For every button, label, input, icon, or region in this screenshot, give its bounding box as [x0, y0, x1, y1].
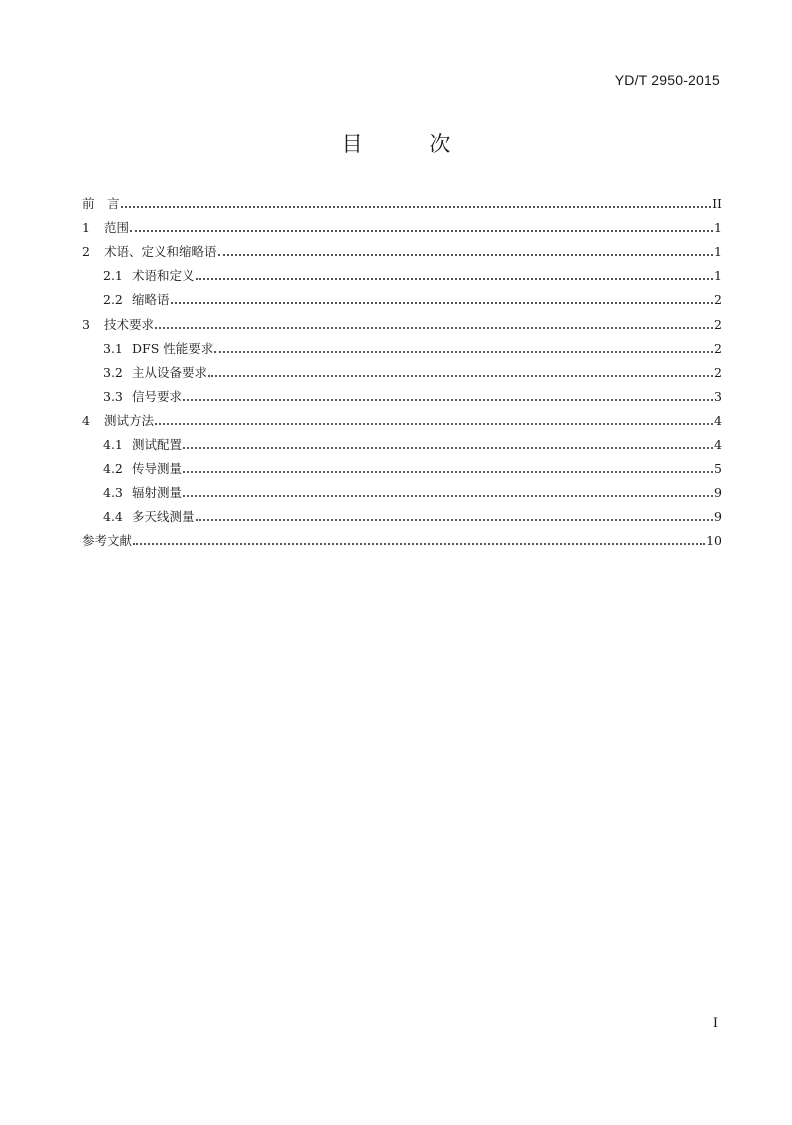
table-of-contents — [82, 188, 722, 549]
toc-entry[interactable] — [82, 308, 722, 332]
toc-entry-number: 3 — [82, 316, 90, 332]
toc-entry-label: 信号要求 — [132, 388, 183, 404]
toc-entry-label: 参考文献 — [82, 533, 133, 549]
toc-entry-number: 3.3 — [103, 388, 123, 404]
toc-entry[interactable] — [82, 333, 722, 357]
dot-leader — [196, 278, 714, 280]
toc-entry[interactable] — [82, 188, 722, 212]
dot-leader — [121, 206, 712, 208]
toc-entry-page: 1 — [714, 220, 722, 236]
toc-entry-number: 4 — [82, 412, 90, 428]
toc-entry-page: 2 — [714, 292, 722, 308]
toc-entry[interactable] — [82, 525, 722, 549]
toc-entry-label: 前 言 — [82, 196, 120, 212]
toc-entry-page: 1 — [714, 244, 722, 260]
toc-entry[interactable] — [82, 381, 722, 405]
dot-leader — [218, 254, 714, 256]
dot-leader — [155, 423, 713, 425]
toc-entry-number: 4.3 — [103, 485, 123, 501]
toc-entry[interactable] — [82, 236, 722, 260]
toc-entry-number: 1 — [82, 220, 90, 236]
toc-entry-page: 9 — [714, 509, 722, 525]
toc-entry-page: II — [712, 196, 722, 212]
dot-leader — [171, 302, 714, 304]
toc-entry-page: 5 — [714, 461, 722, 477]
toc-entry-label: 传导测量 — [132, 461, 183, 477]
toc-entry-label: 测试配置 — [132, 437, 183, 453]
toc-entry-page: 4 — [714, 437, 722, 453]
toc-entry-label: 多天线测量 — [132, 509, 195, 525]
toc-entry-number: 2.2 — [103, 292, 123, 308]
dot-leader — [183, 495, 713, 497]
dot-leader — [208, 375, 713, 377]
toc-entry-number: 2 — [82, 244, 90, 260]
toc-entry-page: 1 — [714, 268, 722, 284]
toc-entry-label: 主从设备要求 — [132, 364, 208, 380]
dot-leader — [155, 327, 713, 329]
dot-leader — [196, 519, 714, 521]
page-folio: I — [712, 1016, 718, 1031]
toc-entry-page: 9 — [714, 485, 722, 501]
toc-entry-label: 测试方法 — [104, 412, 155, 428]
toc-entry[interactable] — [82, 357, 722, 381]
toc-entry[interactable] — [82, 453, 722, 477]
toc-entry-page: 3 — [714, 388, 722, 404]
toc-entry-page: 2 — [714, 364, 722, 380]
toc-entry-number: 4.2 — [103, 461, 123, 477]
toc-entry[interactable] — [82, 429, 722, 453]
toc-entry[interactable] — [82, 405, 722, 429]
toc-entry[interactable] — [82, 501, 722, 525]
dot-leader — [183, 471, 713, 473]
dot-leader — [183, 447, 713, 449]
dot-leader — [130, 230, 713, 232]
dot-leader — [133, 543, 705, 545]
toc-entry-page: 4 — [714, 412, 722, 428]
toc-entry-label: DFS 性能要求 — [132, 340, 214, 356]
toc-entry[interactable] — [82, 284, 722, 308]
toc-entry-number: 4.1 — [103, 437, 123, 453]
toc-entry-number: 3.1 — [103, 340, 123, 356]
standard-code: YD/T 2950-2015 — [614, 72, 720, 88]
dot-leader — [214, 351, 713, 353]
toc-entry[interactable] — [82, 260, 722, 284]
toc-title: 目 次 — [341, 132, 481, 156]
toc-entry-page: 10 — [706, 533, 722, 549]
toc-entry-label: 术语和定义 — [132, 268, 195, 284]
toc-entry-page: 2 — [714, 316, 722, 332]
toc-entry-label: 技术要求 — [104, 316, 155, 332]
toc-entry-number: 2.1 — [103, 268, 123, 284]
toc-entry[interactable] — [82, 212, 722, 236]
toc-entry-label: 辐射测量 — [132, 485, 183, 501]
toc-entry-label: 术语、定义和缩略语 — [104, 244, 217, 260]
toc-entry[interactable] — [82, 477, 722, 501]
toc-entry-label: 范围 — [104, 220, 130, 236]
dot-leader — [183, 399, 713, 401]
toc-entry-number: 4.4 — [103, 509, 123, 525]
toc-entry-page: 2 — [714, 340, 722, 356]
toc-entry-label: 缩略语 — [132, 292, 170, 308]
toc-entry-number: 3.2 — [103, 364, 123, 380]
